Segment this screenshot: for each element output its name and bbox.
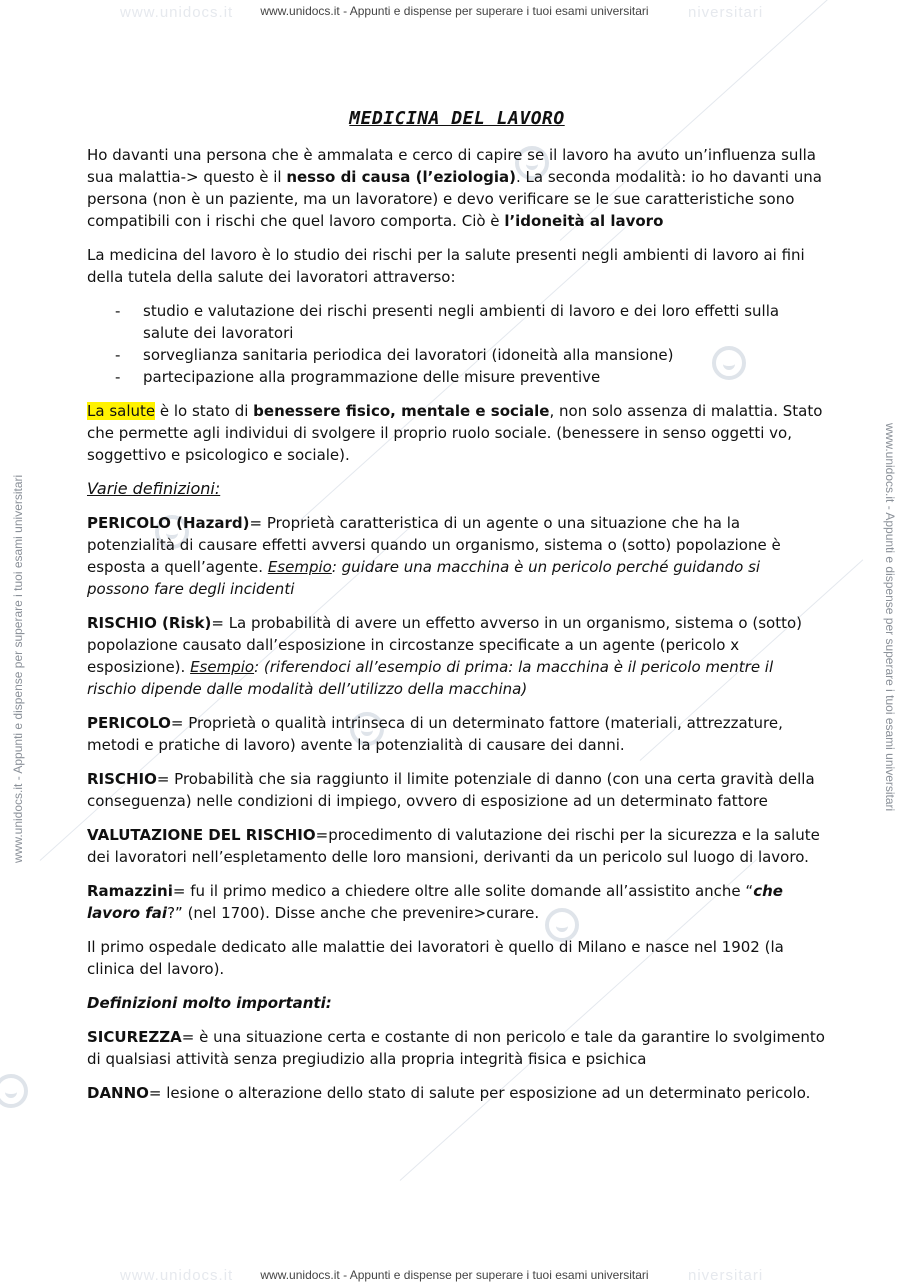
definition-rischio-risk: RISCHIO (Risk)= La probabilità di avere un effetto avverso in un organismo, sistema o (sotto) popolazione causato dall’esposizione in circostanze specificate a un agente (pericolo x esposizione). Esempio: (riferendoci all’esempio di prima: la macchina è il pericolo mentre il rischio dipende dalle modalità dell’utilizzo della macchina) [87,614,802,698]
list-item: - sorveglianza sanitaria periodica dei lavoratori (idoneità alla mansione) [87,344,827,366]
ramazzini-paragraph: Ramazzini= fu il primo medico a chiedere oltre alle solite domande all’assistito anche “che lavoro fai?” (nel 1700). Disse anche che prevenire>curare. [87,882,783,922]
page-title: MEDICINA DEL LAVORO [349,108,565,129]
watermark-header: www.unidocs.it - Appunti e dispense per superare i tuoi esami universitari [260,4,649,18]
definition-danno: DANNO= lesione o alterazione dello stato di salute per esposizione ad un determinato pericolo. [87,1084,811,1102]
medicina-paragraph: La medicina del lavoro è lo studio dei rischi per la salute presenti negli ambienti di lavoro ai fini della tutela della salute dei lavoratori attraverso: [87,246,805,286]
section-heading-varie: Varie definizioni: [87,479,221,498]
salute-paragraph: La salute è lo stato di benessere fisico, mentale e sociale, non solo assenza di malattia. Stato che permette agli individui di svolgere il proprio ruolo sociale. (benessere in senso oggetti vo, soggettivo e psicologico e sociale). [87,402,823,464]
document-body [87,108,827,1116]
watermark-side-left: www.unidocs.it - Appunti e dispense per superare i tuoi esami universitari [11,474,25,863]
definition-sicurezza: SICUREZZA= è una situazione certa e costante di non pericolo e tale da garantire lo svolgimento di qualsiasi attività senza pregiudizio alla propria integrità fisica e psichica [87,1028,825,1068]
list-item: - studio e valutazione dei rischi presenti negli ambienti di lavoro e dei loro effetti sulla salute dei lavoratori [87,300,827,344]
definition-valutazione: VALUTAZIONE DEL RISCHIO=procedimento di valutazione dei rischi per la sicurezza e la salute dei lavoratori nell’espletamento delle loro mansioni, derivanti da un pericolo sul luogo di lavoro. [87,826,820,866]
ospedale-paragraph: Il primo ospedale dedicato alle malattie dei lavoratori è quello di Milano e nasce nel 1902 (la clinica del lavoro). [87,938,784,978]
medicina-list [87,300,827,388]
section-heading-definizioni: Definizioni molto importanti: [87,994,332,1012]
watermark-faint-text: niversitari [688,1267,764,1284]
watermark-faint-text: niversitari [688,4,764,21]
intro-paragraph: Ho davanti una persona che è ammalata e cerco di capire se il lavoro ha avuto un’influenza sulla sua malattia-> questo è il nesso di causa (l’eziologia). La seconda modalità: io ho davanti una persona (non è un paziente, ma un lavoratore) e devo verificare se le sue caratteristiche sono compatibili con i rischi che quel lavoro comporta. Ciò è l’idoneità al lavoro [87,146,822,230]
watermark-faint-text: www.unidocs.it [120,1267,234,1284]
definition-pericolo: PERICOLO= Proprietà o qualità intrinseca di un determinato fattore (materiali, attrezzature, metodi e pratiche di lavoro) avente la potenzialità di causare dei danni. [87,714,783,754]
definition-rischio: RISCHIO= Probabilità che sia raggiunto il limite potenziale di danno (con una certa gravità della conseguenza) nelle condizioni di impiego, ovvero di esposizione ad un determinato fattore [87,770,815,810]
unidocs-logo-icon [0,1074,28,1108]
watermark-faint-text: www.unidocs.it [120,4,234,21]
definition-pericolo-hazard: PERICOLO (Hazard)= Proprietà caratteristica di un agente o una situazione che ha la potenzialità di causare effetti avversi quando un organismo, sistema o (sotto) popolazione è esposta a quell’agente. Esempio: guidare una macchina è un pericolo perché guidando si possono fare degli incidenti [87,514,781,598]
list-item: - partecipazione alla programmazione delle misure preventive [87,366,827,388]
watermark-side-right: www.unidocs.it - Appunti e dispense per superare i tuoi esami universitari [883,423,897,812]
highlight: La salute [87,402,156,420]
watermark-footer: www.unidocs.it - Appunti e dispense per superare i tuoi esami universitari [260,1268,649,1282]
